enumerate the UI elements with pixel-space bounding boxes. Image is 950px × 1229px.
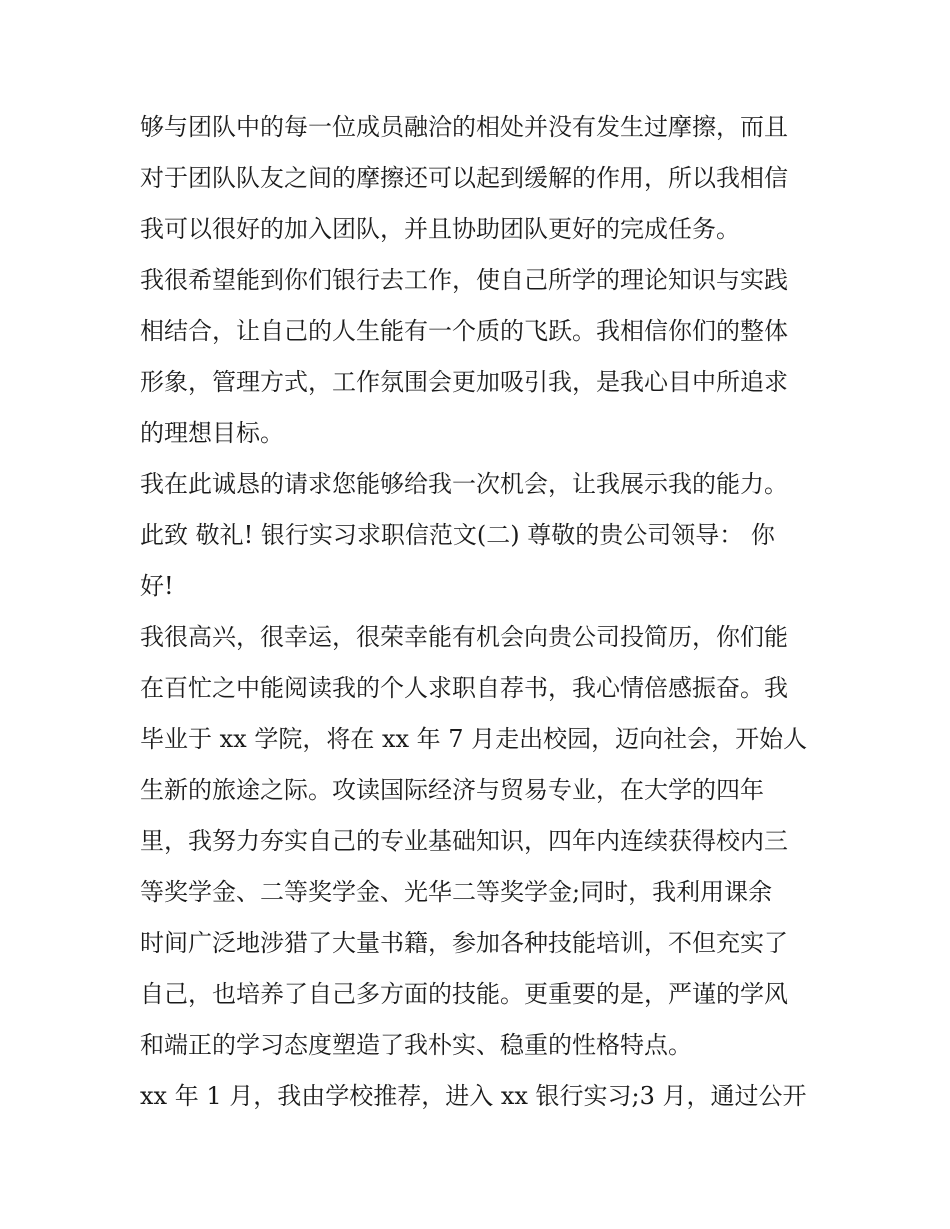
text-line: 生新的旅途之际。攻读国际经济与贸易专业，在大学的四年: [140, 776, 764, 804]
text-line: 好!: [140, 572, 174, 600]
text-line: 时间广泛地涉猎了大量书籍，参加各种技能培训，不但充实了: [140, 929, 788, 957]
text-line: 我很希望能到你们银行去工作，使自己所学的理论知识与实践: [140, 266, 788, 294]
text-line: xx 年 1 月，我由学校推荐，进入 xx 银行实习;3 月，通过公开: [140, 1082, 807, 1110]
text-line: 此致 敬礼! 银行实习求职信范文(二) 尊敬的贵公司领导： 你: [140, 521, 775, 549]
text-line: 我可以很好的加入团队，并且协助团队更好的完成任务。: [140, 215, 740, 243]
text-line: 相结合，让自己的人生能有一个质的飞跃。我相信你们的整体: [140, 317, 788, 345]
text-line: 够与团队中的每一位成员融洽的相处并没有发生过摩擦，而且: [140, 113, 788, 141]
text-line: 等奖学金、二等奖学金、光华二等奖学金;同时，我利用课余: [140, 878, 773, 906]
text-line: 对于团队队友之间的摩擦还可以起到缓解的作用，所以我相信: [140, 164, 788, 192]
text-line: 在百忙之中能阅读我的个人求职自荐书，我心情倍感振奋。我: [140, 674, 788, 702]
text-line: 我很高兴，很幸运，很荣幸能有机会向贵公司投简历，你们能: [140, 623, 788, 651]
text-line: 里，我努力夯实自己的专业基础知识，四年内连续获得校内三: [140, 827, 788, 855]
text-line: 毕业于 xx 学院，将在 xx 年 7 月走出校园，迈向社会，开始人: [140, 725, 808, 753]
text-line: 的理想目标。: [140, 419, 284, 447]
document-body: [140, 102, 830, 1122]
text-line: 我在此诚恳的请求您能够给我一次机会，让我展示我的能力。: [140, 470, 788, 498]
text-line: 和端正的学习态度塑造了我朴实、稳重的性格特点。: [140, 1031, 692, 1059]
text-line: 自己，也培养了自己多方面的技能。更重要的是，严谨的学风: [140, 980, 788, 1008]
text-line: 形象，管理方式，工作氛围会更加吸引我，是我心目中所追求: [140, 368, 788, 396]
